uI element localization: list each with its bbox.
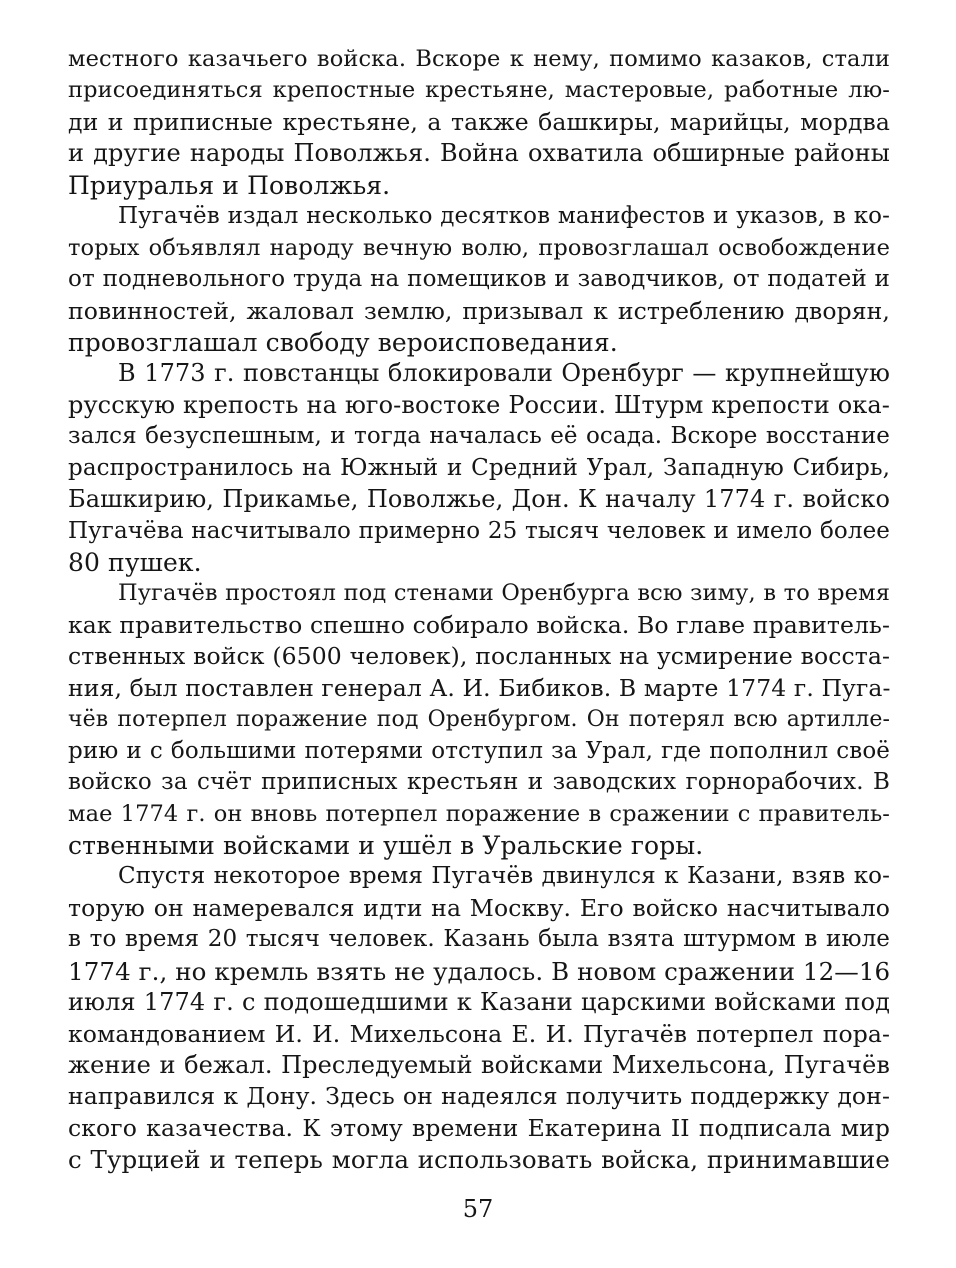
page-number: 57	[462, 1195, 494, 1223]
text-line: направился к Дону. Здесь он надеялся получить поддержку дон-	[68, 1082, 890, 1111]
text-line: повинностей, жаловал землю, призывал к истреблению дворян,	[68, 296, 890, 325]
text-line: командованием И. И. Михельсона Е. И. Пугачёв потерпел пора-	[68, 1019, 890, 1048]
text-line: мае 1774 г. он вновь потерпел поражение в сражении с правитель-	[68, 800, 890, 827]
text-line: ского казачества. К этому времени Екатерина II подписала мир	[68, 1113, 890, 1142]
text-line: торую он намеревался идти на Москву. Его войско насчитывало	[68, 893, 890, 922]
text-line: как правительство спешно собирало войска. Во главе правитель-	[68, 610, 890, 639]
text-line: ди и приписные крестьяне, а также башкиры, марийцы, мордва	[68, 107, 890, 136]
text-line: ния, был поставлен генерал А. И. Бибиков. В марте 1774 г. Пуга-	[68, 673, 891, 702]
text-line: Пугачёв простоял под стенами Оренбурга всю зиму, в то время	[118, 580, 890, 607]
text-line: Пугачёва насчитывало примерно 25 тысяч человек и имело более	[68, 517, 890, 544]
text-line: войско за счёт приписных крестьян и заводских горнорабочих. В	[68, 769, 890, 796]
paragraph	[68, 201, 890, 358]
text-line: с Турцией и теперь могла использовать войска, принимавшие	[68, 1145, 890, 1175]
text-line: В 1773 г. повстанцы блокировали Оренбург — крупнейшую	[118, 359, 890, 388]
text-line: ственных войск (6500 человек), посланных на усмирение восста-	[68, 642, 890, 671]
text-line: ственными войсками и ушёл в Уральские горы.	[68, 830, 704, 860]
text-line: чёв потерпел поражение под Оренбургом. Он потерял всю артилле-	[68, 707, 890, 733]
text-line: зался безуспешным, и тогда началась её осада. Вскоре восстание	[68, 423, 890, 450]
text-line: 1774 г., но кремль взять не удалось. В новом сражении 12—16	[68, 956, 891, 986]
text-line: Спустя некоторое время Пугачёв двинулся к Казани, взяв ко-	[118, 863, 890, 890]
text-line: от подневольного труда на помещиков и заводчиков, от податей и	[68, 266, 890, 293]
text-line: русскую крепость на юго-востоке России. Штурм крепости ока-	[68, 390, 890, 419]
text-line: в то время 20 тысяч человек. Казань была взята штурмом в июле	[68, 926, 890, 953]
text-line: июля 1774 г. с подошедшими к Казани царскими войсками под	[68, 988, 890, 1017]
text-line: жение и бежал. Преследуемый войсками Михельсона, Пугачёв	[68, 1051, 890, 1079]
text-line: Башкирию, Прикамье, Поволжье, Дон. К началу 1774 г. войско	[68, 485, 890, 514]
text-line: торых объявлял народу вечную волю, провозглашал освобождение	[68, 234, 890, 261]
page-body	[68, 44, 890, 1176]
text-line: распространилось на Южный и Средний Урал, Западную Сибирь,	[68, 454, 890, 481]
paragraph	[68, 861, 890, 1175]
text-line: рию и с большими потерями отступил за Урал, где пополнил своё	[68, 737, 890, 764]
text-line: местного казачьего войска. Вскоре к нему, помимо казаков, стали	[68, 46, 890, 72]
text-line: присоединяться крепостные крестьяне, мастеровые, работные лю-	[68, 77, 890, 104]
paragraph	[68, 578, 890, 861]
paragraph	[68, 44, 890, 201]
text-line: и другие народы Поволжья. Война охватила обширные районы	[68, 139, 890, 168]
text-line: Пугачёв издал несколько десятков манифестов и указов, в ко-	[118, 203, 890, 230]
paragraph	[68, 358, 890, 578]
text-line: 80 пушек.	[68, 548, 202, 577]
text-line: Приуралья и Поволжья.	[68, 170, 391, 200]
text-line: провозглашал свободу вероисповедания.	[68, 327, 618, 357]
